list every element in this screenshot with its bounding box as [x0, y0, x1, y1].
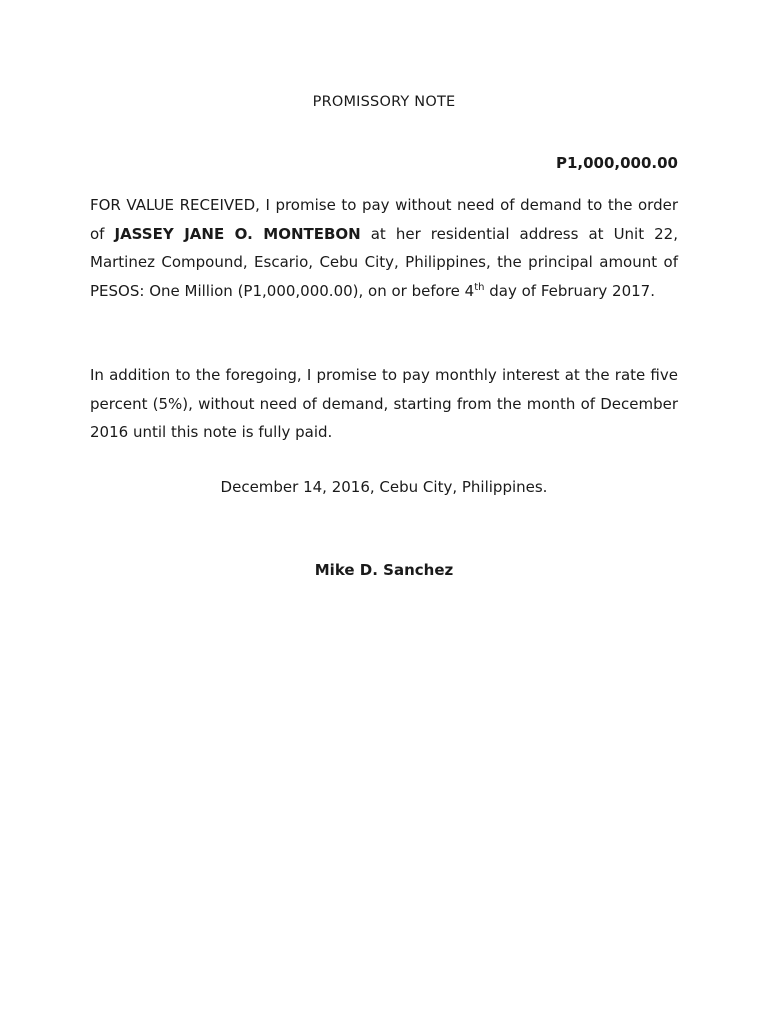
ordinal-suffix: th: [474, 281, 485, 293]
payee-name: JASSEY JANE O. MONTEBON: [114, 224, 361, 243]
document-title: PROMISSORY NOTE: [312, 94, 456, 110]
paragraph-interest-terms: In addition to the foregoing, I promise to pay monthly interest at the rate five percent (5%), without need of demand, starting from the month of December 2016 until this note is fully paid.: [90, 366, 678, 441]
paragraph-tail-text: day of February 2017.: [484, 281, 655, 300]
paragraph-lead-text: FOR VALUE RECEIVED, I promise to pay without need of demand to the order of: [90, 196, 678, 243]
signatory-name: Mike D. Sanchez: [314, 561, 454, 579]
paragraph-payment-terms: [90, 191, 678, 305]
principal-amount: P1,000,000.00: [555, 154, 678, 172]
paragraph-middle-text: at her residential address at Unit 22, Martinez Compound, Escario, Cebu City, Philippines, the principal amount of PESOS: One Million (P1,000,000.00), on or before 4: [90, 224, 678, 300]
date-and-place: December 14, 2016, Cebu City, Philippines.: [220, 478, 548, 496]
